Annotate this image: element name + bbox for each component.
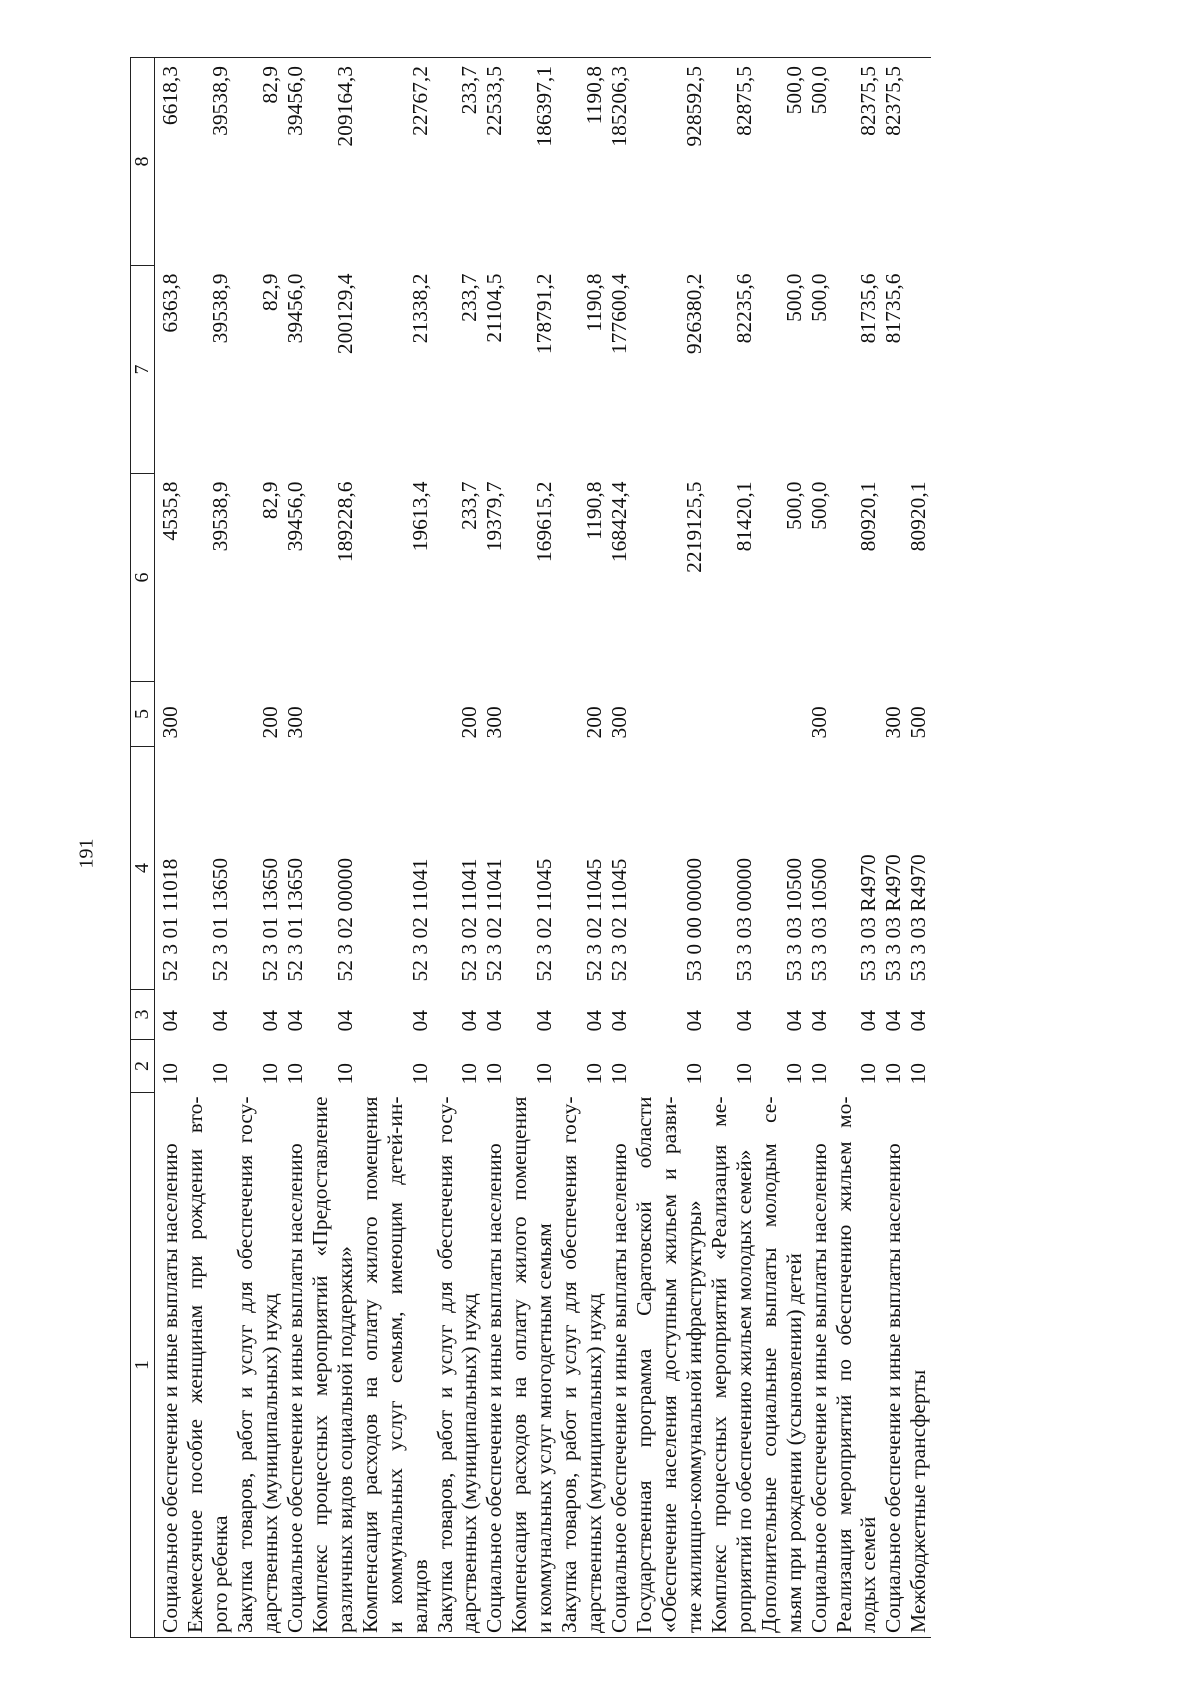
row-name-line: дарственных (муниципальных) нужд: [582, 1293, 607, 1633]
row-name-line: Социальное обеспечение и иные выплаты населению: [881, 1143, 906, 1633]
row-name-line: и коммунальных услуг семьям, имеющим детей-ин-: [382, 1096, 407, 1633]
amount-year-1: 39456,0: [282, 481, 307, 552]
expense-type-code: 200: [582, 706, 607, 739]
row-name: [358, 1093, 433, 1638]
subsection-code: 04: [607, 1010, 632, 1032]
expense-type-code: 300: [806, 706, 831, 739]
table-row: [557, 58, 607, 1638]
section-code: 10: [731, 1063, 756, 1085]
subsection-code: 04: [332, 1010, 357, 1032]
target-article-code: 52 3 02 11045: [532, 858, 557, 982]
subsection-code: 04: [457, 1010, 482, 1032]
section-code: 10: [158, 1063, 183, 1085]
amount-year-1: 80920,1: [856, 481, 881, 552]
expense-type-code: [757, 682, 807, 747]
header-col-1: 1: [131, 1093, 155, 1638]
amount-year-3: 928592,5: [632, 58, 707, 266]
budget-table: [130, 57, 931, 1638]
amount-year-3: [906, 58, 931, 266]
expense-type-code: 300: [607, 706, 632, 739]
header-col-4: 4: [131, 747, 155, 990]
table-row: [832, 58, 882, 1638]
row-name: [607, 1093, 632, 1638]
subsection-code: 04: [906, 1010, 931, 1032]
row-name-line: мьям при рождении (усыновлении) детей: [781, 1253, 806, 1633]
amount-year-1: [881, 474, 906, 682]
amount-year-1: 39538,9: [208, 481, 233, 552]
expense-type-code: [707, 682, 757, 747]
amount-year-3: 233,7: [433, 58, 483, 266]
amount-year-3: 185206,3: [607, 58, 632, 266]
row-name-line: Социальное обеспечение и иные выплаты населению: [282, 1143, 307, 1633]
amount-year-1: 19379,7: [482, 481, 507, 552]
table-row: [607, 58, 632, 1638]
subsection-code: 04: [532, 1010, 557, 1032]
target-article-code: 52 3 02 11041: [457, 858, 482, 982]
header-col-5: 5: [131, 682, 155, 747]
subsection-code: 04: [158, 1010, 183, 1032]
header-col-6: 6: [131, 474, 155, 682]
row-name-line: Ежемесячное пособие женщинам при рождении вто-: [183, 1096, 208, 1633]
row-name-line: Социальное обеспечение и иные выплаты населению: [806, 1143, 831, 1633]
row-name: [155, 1093, 183, 1638]
amount-year-1: 2219125,5: [681, 481, 706, 573]
header-col-3: 3: [131, 990, 155, 1040]
amount-year-2: 39456,0: [282, 273, 307, 344]
table-body: [155, 58, 932, 1638]
subsection-code: 04: [208, 1010, 233, 1032]
row-name: [482, 1093, 507, 1638]
row-name: [433, 1093, 483, 1638]
row-name: [807, 1093, 832, 1638]
amount-year-2: 6363,8: [158, 273, 183, 333]
amount-year-1: 19613,4: [407, 481, 432, 552]
amount-year-2: 178791,2: [532, 273, 557, 355]
row-name-line: Государственная программа Саратовской области: [632, 1096, 656, 1633]
subsection-code: 04: [257, 1010, 282, 1032]
row-name-line: роприятий по обеспечению жильем молодых семей»: [731, 1149, 756, 1633]
row-name: [707, 1093, 757, 1638]
table-row: [233, 58, 283, 1638]
amount-year-2: 177600,4: [607, 273, 632, 355]
row-name-line: Компенсация расходов на оплату жилого помещения: [357, 1096, 382, 1633]
row-name: [507, 1093, 557, 1638]
section-code: 10: [806, 1063, 831, 1085]
expense-type-code: 300: [881, 706, 906, 739]
row-name-line: Социальное обеспечение и иные выплаты населению: [607, 1143, 632, 1633]
amount-year-2: 200129,4: [332, 273, 357, 355]
row-name: [308, 1093, 358, 1638]
row-name-line: и коммунальных услуг многодетным семьям: [532, 1223, 557, 1633]
row-name: [557, 1093, 607, 1638]
row-name-line: рого ребенка: [208, 1515, 233, 1633]
row-name: [233, 1093, 283, 1638]
section-code: 10: [582, 1063, 607, 1085]
amount-year-3: 22533,5: [482, 58, 507, 266]
row-name-line: Комплекс процессных мероприятий «Предоставление: [307, 1096, 332, 1633]
table-row: [155, 58, 183, 1638]
subsection-code: 04: [781, 1010, 806, 1032]
section-code: 10: [532, 1063, 557, 1085]
table-row: [358, 58, 433, 1638]
expense-type-code: [183, 682, 233, 747]
subsection-code: 04: [407, 1010, 432, 1032]
expense-type-code: 200: [257, 706, 282, 739]
table-row: [283, 58, 308, 1638]
section-code: 10: [208, 1063, 233, 1085]
table-row: [707, 58, 757, 1638]
expense-type-code: [632, 682, 707, 747]
row-name-line: Реализация мероприятий по обеспечению жильем мо-: [831, 1096, 856, 1633]
subsection-code: 04: [806, 1010, 831, 1032]
page-number: 191: [75, 838, 98, 869]
amount-year-2: 81735,6: [856, 273, 881, 344]
header-col-2: 2: [131, 1040, 155, 1093]
target-article-code: 53 3 03 R4970: [881, 854, 906, 982]
target-article-code: 53 3 03 00000: [731, 857, 756, 982]
amount-year-3: 1190,8: [557, 58, 607, 266]
table-row: [807, 58, 832, 1638]
expense-type-code: [507, 682, 557, 747]
expense-type-code: 200: [457, 706, 482, 739]
subsection-code: 04: [582, 1010, 607, 1032]
section-code: 10: [407, 1063, 432, 1085]
table-row: [482, 58, 507, 1638]
subsection-code: 04: [731, 1010, 756, 1032]
amount-year-2: 1190,8: [582, 273, 607, 332]
target-article-code: 52 3 02 00000: [332, 857, 357, 982]
section-code: 10: [781, 1063, 806, 1085]
amount-year-3: 500,0: [757, 58, 807, 266]
subsection-code: 04: [482, 1010, 507, 1032]
amount-year-1: 189228,6: [332, 481, 357, 563]
target-article-code: 53 3 03 10500: [806, 857, 831, 982]
expense-type-code: [832, 682, 882, 747]
row-name-line: Межбюджетные трансферты: [906, 1369, 931, 1633]
amount-year-2: 233,7: [457, 273, 482, 322]
table-row: [308, 58, 358, 1638]
target-article-code: 52 3 02 11045: [607, 858, 632, 982]
row-name: [757, 1093, 807, 1638]
expense-type-code: 500: [906, 706, 931, 739]
section-code: 10: [906, 1063, 931, 1085]
amount-year-2: 82235,6: [731, 273, 756, 344]
section-code: 10: [457, 1063, 482, 1085]
row-name-line: Дополнительные социальные выплаты молодым се-: [756, 1096, 781, 1633]
target-article-code: 53 3 03 R4970: [856, 854, 881, 982]
target-article-code: 52 3 01 11018: [158, 858, 183, 982]
amount-year-3: 6618,3: [155, 58, 183, 266]
expense-type-code: 300: [282, 706, 307, 739]
row-name: [832, 1093, 882, 1638]
amount-year-2: 82,9: [257, 273, 282, 312]
row-name-line: лодых семей: [856, 1516, 881, 1633]
table-row: [906, 58, 931, 1638]
target-article-code: 52 3 01 13650: [208, 857, 233, 982]
amount-year-2: 21104,5: [482, 273, 507, 343]
expense-type-code: 300: [158, 706, 183, 739]
header-col-7: 7: [131, 266, 155, 474]
amount-year-3: 39538,9: [183, 58, 233, 266]
subsection-code: 04: [681, 1010, 706, 1032]
row-name-line: дарственных (муниципальных) нужд: [257, 1293, 282, 1633]
row-name-line: Комплекс процессных мероприятий «Реализация ме-: [706, 1096, 731, 1633]
amount-year-1: 169615,2: [532, 481, 557, 563]
amount-year-1: 81420,1: [731, 481, 756, 552]
amount-year-3: 22767,2: [358, 58, 433, 266]
row-name-line: Закупка товаров, работ и услуг для обеспечения госу-: [557, 1096, 582, 1633]
amount-year-1: 500,0: [806, 481, 831, 530]
row-name-line: валидов: [407, 1559, 432, 1633]
row-name-line: «Обеспечение населения доступным жильем и разви-: [656, 1096, 681, 1633]
amount-year-2: 81735,6: [881, 273, 906, 344]
section-code: 10: [607, 1063, 632, 1085]
target-article-code: 52 3 01 13650: [257, 857, 282, 982]
amount-year-1: 4535,8: [158, 481, 183, 541]
amount-year-3: 39456,0: [283, 58, 308, 266]
target-article-code: 52 3 02 11041: [407, 858, 432, 982]
amount-year-2: 926380,2: [681, 273, 706, 355]
amount-year-1: 1190,8: [582, 481, 607, 540]
section-code: 10: [856, 1063, 881, 1085]
amount-year-2: [906, 266, 931, 474]
amount-year-1: 82,9: [257, 481, 282, 520]
expense-type-code: 300: [482, 706, 507, 739]
expense-type-code: [308, 682, 358, 747]
amount-year-1: 80920,1: [906, 481, 931, 552]
table-row: [507, 58, 557, 1638]
row-name-line: дарственных (муниципальных) нужд: [457, 1293, 482, 1633]
amount-year-1: 500,0: [781, 481, 806, 530]
amount-year-2: 500,0: [806, 273, 831, 322]
amount-year-3: 82875,5: [707, 58, 757, 266]
amount-year-3: 209164,3: [308, 58, 358, 266]
table-row: [757, 58, 807, 1638]
section-code: 10: [257, 1063, 282, 1085]
row-name-line: Закупка товаров, работ и услуг для обеспечения госу-: [233, 1096, 257, 1633]
row-name: [183, 1093, 233, 1638]
target-article-code: 52 3 02 11041: [482, 858, 507, 982]
target-article-code: 52 3 01 13650: [282, 857, 307, 982]
table-row: [433, 58, 483, 1638]
target-article-code: 52 3 02 11045: [582, 858, 607, 982]
section-code: 10: [332, 1063, 357, 1085]
row-name-line: тие жилищно-коммунальной инфраструктуры»: [681, 1200, 706, 1633]
subsection-code: 04: [282, 1010, 307, 1032]
section-code: 10: [681, 1063, 706, 1085]
table-row: [632, 58, 707, 1638]
amount-year-3: 82375,5: [832, 58, 882, 266]
table-row: [881, 58, 906, 1638]
target-article-code: 53 3 03 R4970: [906, 854, 931, 982]
amount-year-1: 233,7: [457, 481, 482, 530]
section-code: 10: [282, 1063, 307, 1085]
section-code: 10: [482, 1063, 507, 1085]
header-row: [131, 58, 155, 1638]
table-row: [183, 58, 233, 1638]
amount-year-3: 82375,5: [881, 58, 906, 266]
header-col-8: 8: [131, 58, 155, 266]
amount-year-2: 39538,9: [208, 273, 233, 344]
amount-year-3: 500,0: [807, 58, 832, 266]
row-name-line: Социальное обеспечение и иные выплаты населению: [482, 1143, 507, 1633]
expense-type-code: [358, 682, 433, 747]
row-name: [881, 1093, 906, 1638]
row-name-line: различных видов социальной поддержки»: [332, 1246, 357, 1633]
amount-year-2: 21338,2: [407, 273, 432, 344]
table-container: [130, 58, 990, 1638]
subsection-code: 04: [856, 1010, 881, 1032]
row-name-line: Закупка товаров, работ и услуг для обеспечения госу-: [432, 1096, 457, 1633]
row-name: [906, 1093, 931, 1638]
row-name-line: Социальное обеспечение и иные выплаты населению: [158, 1143, 183, 1633]
row-name: [283, 1093, 308, 1638]
row-name: [632, 1093, 707, 1638]
amount-year-3: 82,9: [233, 58, 283, 266]
amount-year-2: 500,0: [781, 273, 806, 322]
target-article-code: 53 3 03 10500: [781, 857, 806, 982]
row-name-line: Компенсация расходов на оплату жилого помещения: [507, 1096, 532, 1633]
target-article-code: 53 0 00 00000: [681, 857, 706, 982]
amount-year-3: 186397,1: [507, 58, 557, 266]
section-code: 10: [881, 1063, 906, 1085]
amount-year-1: 168424,4: [607, 481, 632, 563]
subsection-code: 04: [881, 1010, 906, 1032]
